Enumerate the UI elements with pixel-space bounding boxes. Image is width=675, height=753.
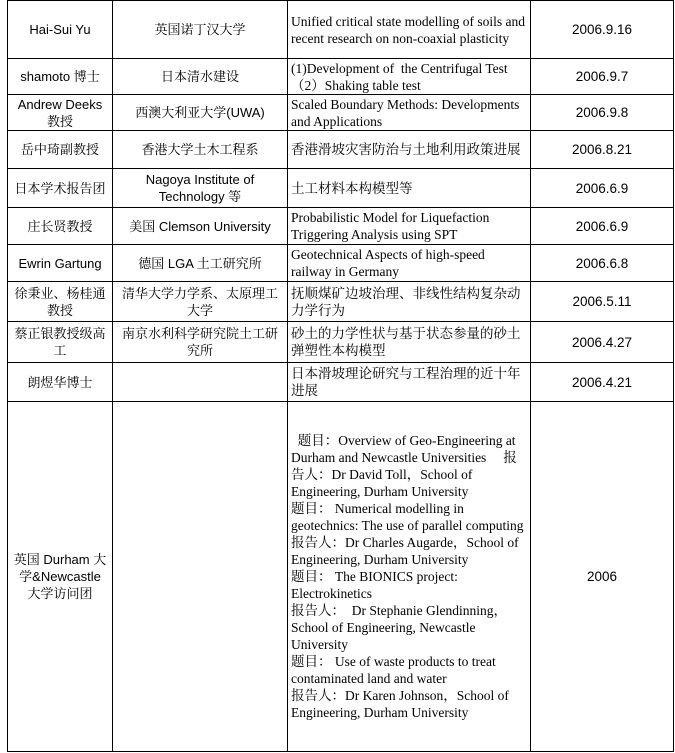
table-row [8,363,674,402]
institution-cell: 香港大学土木工程系 [113,131,288,169]
date-cell: 2006.6.9 [531,169,674,208]
topic-cell: Geotechnical Aspects of high-speed railway in Germany [288,245,531,282]
talk-3-title-line: 题目： The BIONICS project: Electrokinetics [291,569,458,601]
talk-2-speaker-line: 报告人：Dr Charles Augarde，School of Engineering, Durham University [291,535,519,567]
institution-cell: 西澳大利亚大学(UWA) [113,95,288,131]
topic-cell: 土工材料本构模型等 [288,169,531,208]
topic-cell: 日本滑坡理论研究与工程治理的近十年进展 [288,363,531,402]
talk-4-speaker-line: 报告人：Dr Karen Johnson，School of Engineering, Durham University [291,688,509,720]
table-row [8,59,674,95]
topic-cell: 香港滑坡灾害防治与土地利用政策进展 [288,131,531,169]
speaker-name-cell: Andrew Deeks 教授 [8,95,113,131]
institution-cell: 日本清水建设 [113,59,288,95]
table-row [8,95,674,131]
date-cell: 2006.5.11 [531,282,674,322]
topic-cell: 抚顺煤矿边坡治理、非线性结构复杂动力学行为 [288,282,531,322]
date-cell: 2006.9.16 [531,1,674,59]
table-row [8,208,674,245]
table-row [8,169,674,208]
speaker-name-cell: 徐秉业、杨桂通教授 [8,282,113,322]
date-cell: 2006.4.27 [531,322,674,363]
date-cell: 2006.9.8 [531,95,674,131]
table-row-durham-delegation [8,402,674,752]
topic-cell: Unified critical state modelling of soils and recent research on non-coaxial plasticity [288,1,531,59]
talk-4-title-line: 题目： Use of waste products to treat contaminated land and water [291,654,496,686]
speaker-name-cell: Ewrin Gartung [8,245,113,282]
topic-cell: (1)Development of the Centrifugal Test （2）Shaking table test [288,59,531,95]
institution-cell: 南京水利科学研究院土工研究所 [113,322,288,363]
speaker-name-cell: 蔡正银教授级高工 [8,322,113,363]
institution-cell: 清华大学力学系、太原理工大学 [113,282,288,322]
table-row [8,322,674,363]
speaker-name-cell: Hai-Sui Yu [8,1,113,59]
institution-cell: 英国诺丁汉大学 [113,1,288,59]
topic-cell: Scaled Boundary Methods: Developments and Applications [288,95,531,131]
institution-cell: Nagoya Institute of Technology 等 [113,169,288,208]
date-cell: 2006.8.21 [531,131,674,169]
talk-2-title-line: 题目： Numerical modelling in geotechnics: The use of parallel computing [291,501,524,533]
lecture-table-body [8,1,674,752]
institution-cell [113,363,288,402]
institution-cell [113,402,288,752]
institution-cell: 德国 LGA 土工研究所 [113,245,288,282]
lecture-table [7,0,674,752]
topic-cell: Probabilistic Model for Liquefaction Triggering Analysis using SPT [288,208,531,245]
table-row [8,1,674,59]
talk-1-line: 题目：Overview of Geo-Engineering at Durham and Newcastle Universities 报告人：Dr David Toll，School of Engineering, Durham University [291,433,519,499]
talk-3-speaker-line: 报告人： Dr Stephanie Glendinning，School of Engineering, Newcastle University [291,603,507,652]
date-cell: 2006.6.8 [531,245,674,282]
speaker-name-cell: 朗煜华博士 [8,363,113,402]
speaker-name-cell: 庄长贤教授 [8,208,113,245]
date-cell: 2006.9.7 [531,59,674,95]
table-row [8,282,674,322]
table-row [8,245,674,282]
topic-cell: 砂土的力学性状与基于状态参量的砂土弹塑性本构模型 [288,322,531,363]
institution-cell: 美国 Clemson University [113,208,288,245]
topic-list-cell [288,402,531,752]
speaker-name-cell: 日本学术报告团 [8,169,113,208]
speaker-name-cell: 岳中琦副教授 [8,131,113,169]
speaker-name-cell: 英国 Durham 大学&Newcastle 大学访问团 [8,402,113,752]
date-cell: 2006.4.21 [531,363,674,402]
date-cell: 2006.6.9 [531,208,674,245]
speaker-name-cell: shamoto 博士 [8,59,113,95]
table-row [8,131,674,169]
date-cell: 2006 [531,402,674,752]
